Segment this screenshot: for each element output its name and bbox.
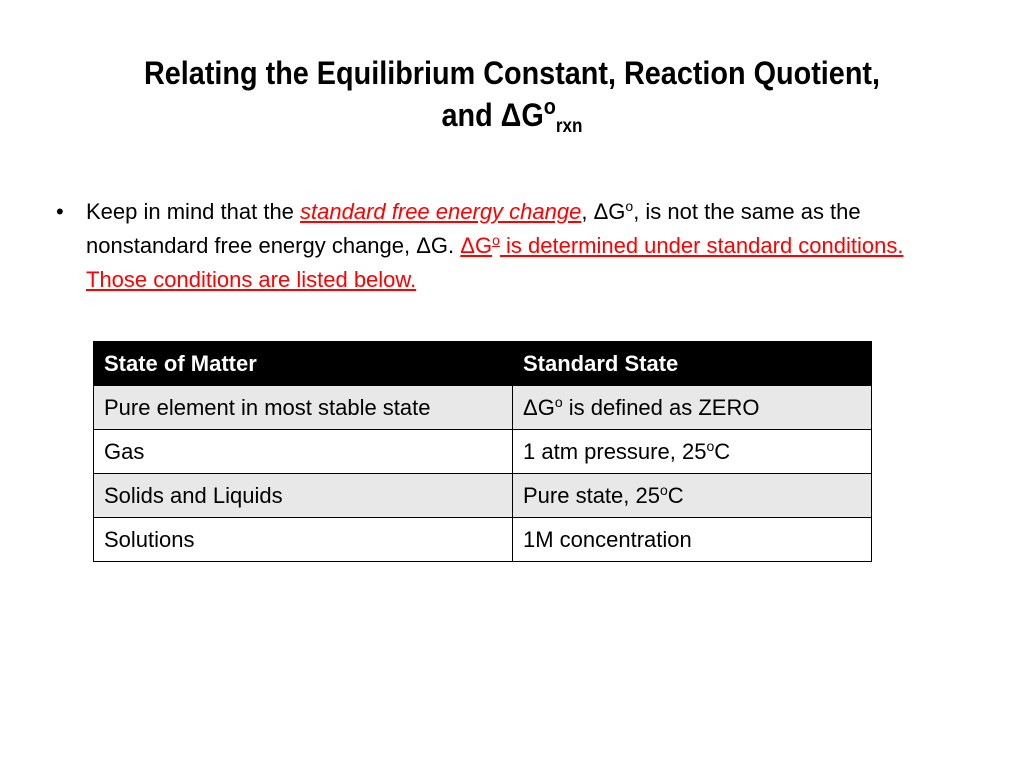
table-row <box>94 474 872 518</box>
table-row <box>94 430 872 474</box>
cell-text: C <box>714 438 731 464</box>
cell-superscript: o <box>554 393 563 410</box>
bullet-dot-icon: • <box>56 199 64 224</box>
cell-text: ΔG <box>523 394 555 420</box>
bullet-red-text: is determined under standard conditions. Those conditions are listed below. <box>86 233 904 292</box>
table-cell-state: Solutions <box>94 518 513 562</box>
table-row <box>94 386 872 430</box>
cell-text: is defined as ZERO <box>562 394 760 420</box>
cell-text: Pure state, 25 <box>523 482 660 508</box>
standard-states-table <box>93 341 872 562</box>
bullet-text-3: , is not the same as the nonstandard free energy change, ΔG. <box>86 199 861 258</box>
table-cell-state: Gas <box>94 430 513 474</box>
cell-superscript: o <box>659 481 668 498</box>
title-subscript: rxn <box>555 116 583 137</box>
bullet-superscript: o <box>625 198 634 214</box>
title-delta-g: and ΔG <box>441 97 544 133</box>
title-superscript: o <box>543 94 556 119</box>
table-header-standard-state: Standard State <box>513 342 872 386</box>
bullet-emphasis: standard free energy change <box>300 199 582 224</box>
bullet-text-2: , ΔG <box>581 199 626 224</box>
table-row <box>94 518 872 562</box>
title-line-1: Relating the Equilibrium Constant, Reaction Quotient, <box>143 55 881 91</box>
slide-title <box>87 52 937 136</box>
bullet-text <box>86 195 906 297</box>
cell-superscript: o <box>706 437 715 454</box>
table-header-state-of-matter: State of Matter <box>94 342 513 386</box>
title-line-2 <box>87 94 937 136</box>
cell-text: 1 atm pressure, 25 <box>523 438 707 464</box>
table-cell-state: Solids and Liquids <box>94 474 513 518</box>
table-cell-state: Pure element in most stable state <box>94 386 513 430</box>
bullet-text-1: Keep in mind that the <box>86 199 301 224</box>
table-header-row <box>94 342 872 386</box>
cell-text: 1M concentration <box>523 526 692 552</box>
bullet-red-superscript: o <box>492 232 500 248</box>
table-cell-standard <box>513 430 872 474</box>
table-cell-standard <box>513 386 872 430</box>
table-cell-standard <box>513 518 872 562</box>
bullet-red-delta-g: ΔG <box>460 233 493 258</box>
table-cell-standard <box>513 474 872 518</box>
bullet-point <box>56 195 906 297</box>
cell-text: C <box>667 482 684 508</box>
